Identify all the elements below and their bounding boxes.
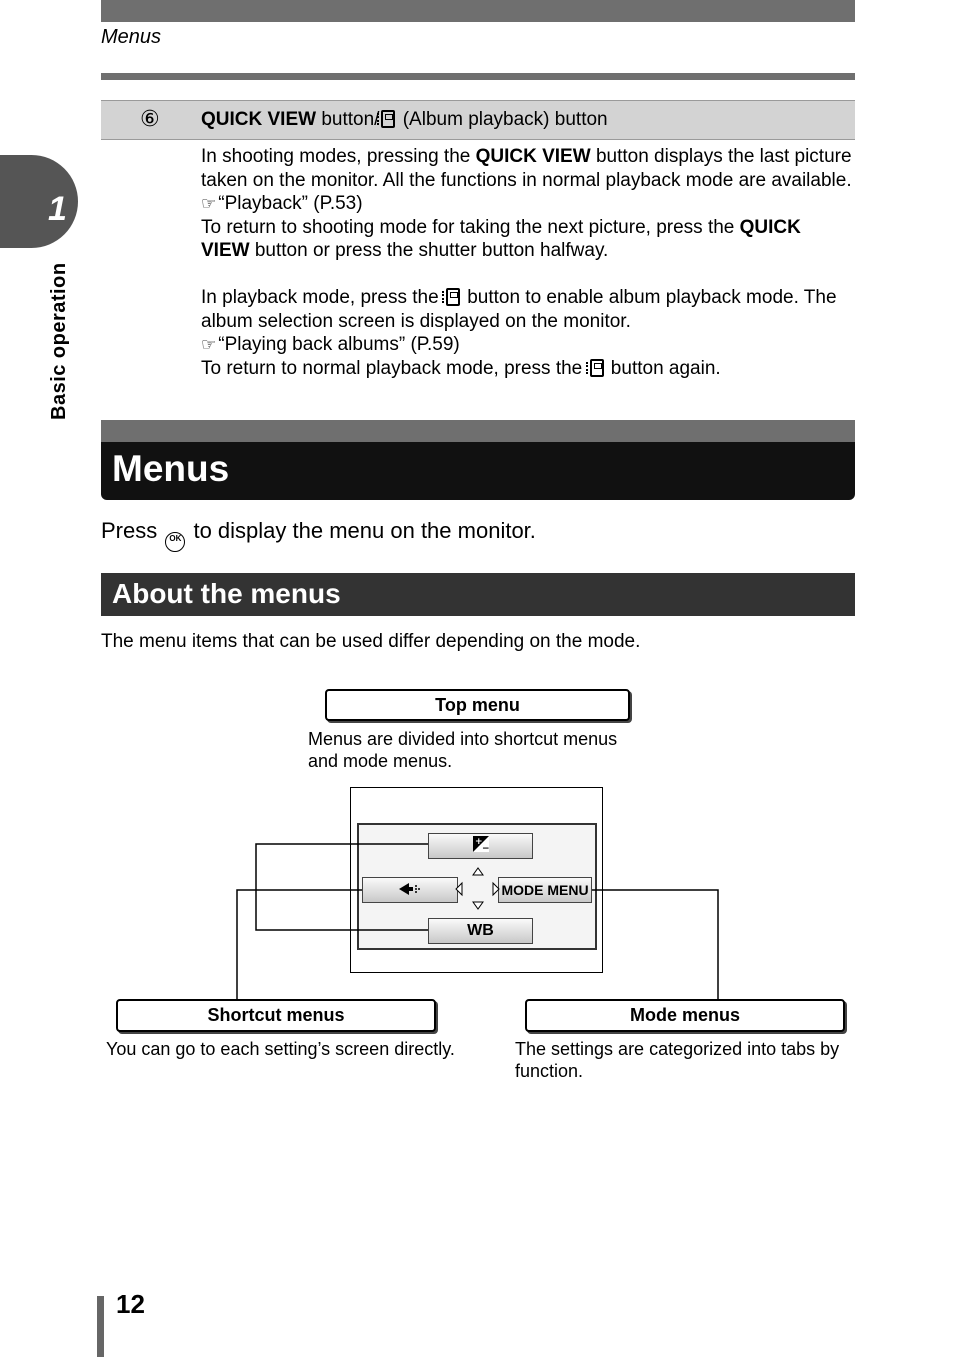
mode-menu-button: MODE MENU (498, 877, 592, 903)
text: In playback mode, press the (201, 287, 444, 308)
svg-text:+: + (474, 837, 483, 847)
subsection-text: The menu items that can be used differ depending on the mode. (101, 631, 641, 652)
text: To return to normal playback mode, press the (201, 357, 588, 379)
text: In shooting modes, pressing the (201, 146, 476, 167)
ok-button-icon: OK (165, 532, 185, 552)
svg-text:−: − (481, 844, 490, 853)
mode-menus-description: The settings are categorized into tabs by function. (515, 1039, 840, 1081)
top-menu-description: Menus are divided into shortcut menus and mode menus. (308, 729, 618, 771)
page-number: 12 (116, 1289, 145, 1319)
text-bold: QUICK VIEW (475, 146, 591, 167)
mode-menus-label: Mode menus (525, 999, 845, 1032)
shortcut-menus-label: Shortcut menus (116, 999, 436, 1032)
text-bold: QUICK VIEW (201, 216, 801, 261)
item-number: ⑥ (140, 106, 160, 131)
text: button displays the last picture taken on the monitor. All the functions in normal playback mode are available. (201, 146, 852, 191)
shortcut-menus-description: You can go to each setting’s screen directly. (106, 1039, 455, 1059)
wb-button: WB (428, 918, 533, 944)
text: to display the menu on the monitor. (187, 518, 536, 543)
page-bar (97, 1296, 104, 1357)
reference-text: “Playback” (P.53) (218, 193, 363, 214)
reference-icon: ☞ (201, 335, 217, 354)
reference-text: “Playing back albums” (P.59) (218, 334, 460, 355)
top-menu-label: Top menu (325, 689, 630, 721)
item-title-rest: (Album playback) button (397, 109, 608, 130)
text: button again. (605, 357, 721, 379)
section-title: Menus (112, 448, 230, 489)
text: To return to shooting mode for taking the next picture, press the (201, 216, 740, 238)
reference-icon: ☞ (201, 194, 217, 213)
text: button to enable album playback mode. The album selection screen is displayed on the monitor. (201, 287, 837, 332)
subsection-title: About the menus (112, 578, 341, 609)
item-title-mid: button/ (316, 109, 380, 130)
text: Press (101, 518, 164, 543)
chapter-label: Basic operation (48, 262, 70, 420)
chapter-number: 1 (48, 190, 67, 228)
text: button or press the shutter button halfway. (249, 240, 609, 261)
running-header: Menus (101, 26, 162, 48)
item-title-bold: QUICK VIEW (201, 109, 317, 130)
